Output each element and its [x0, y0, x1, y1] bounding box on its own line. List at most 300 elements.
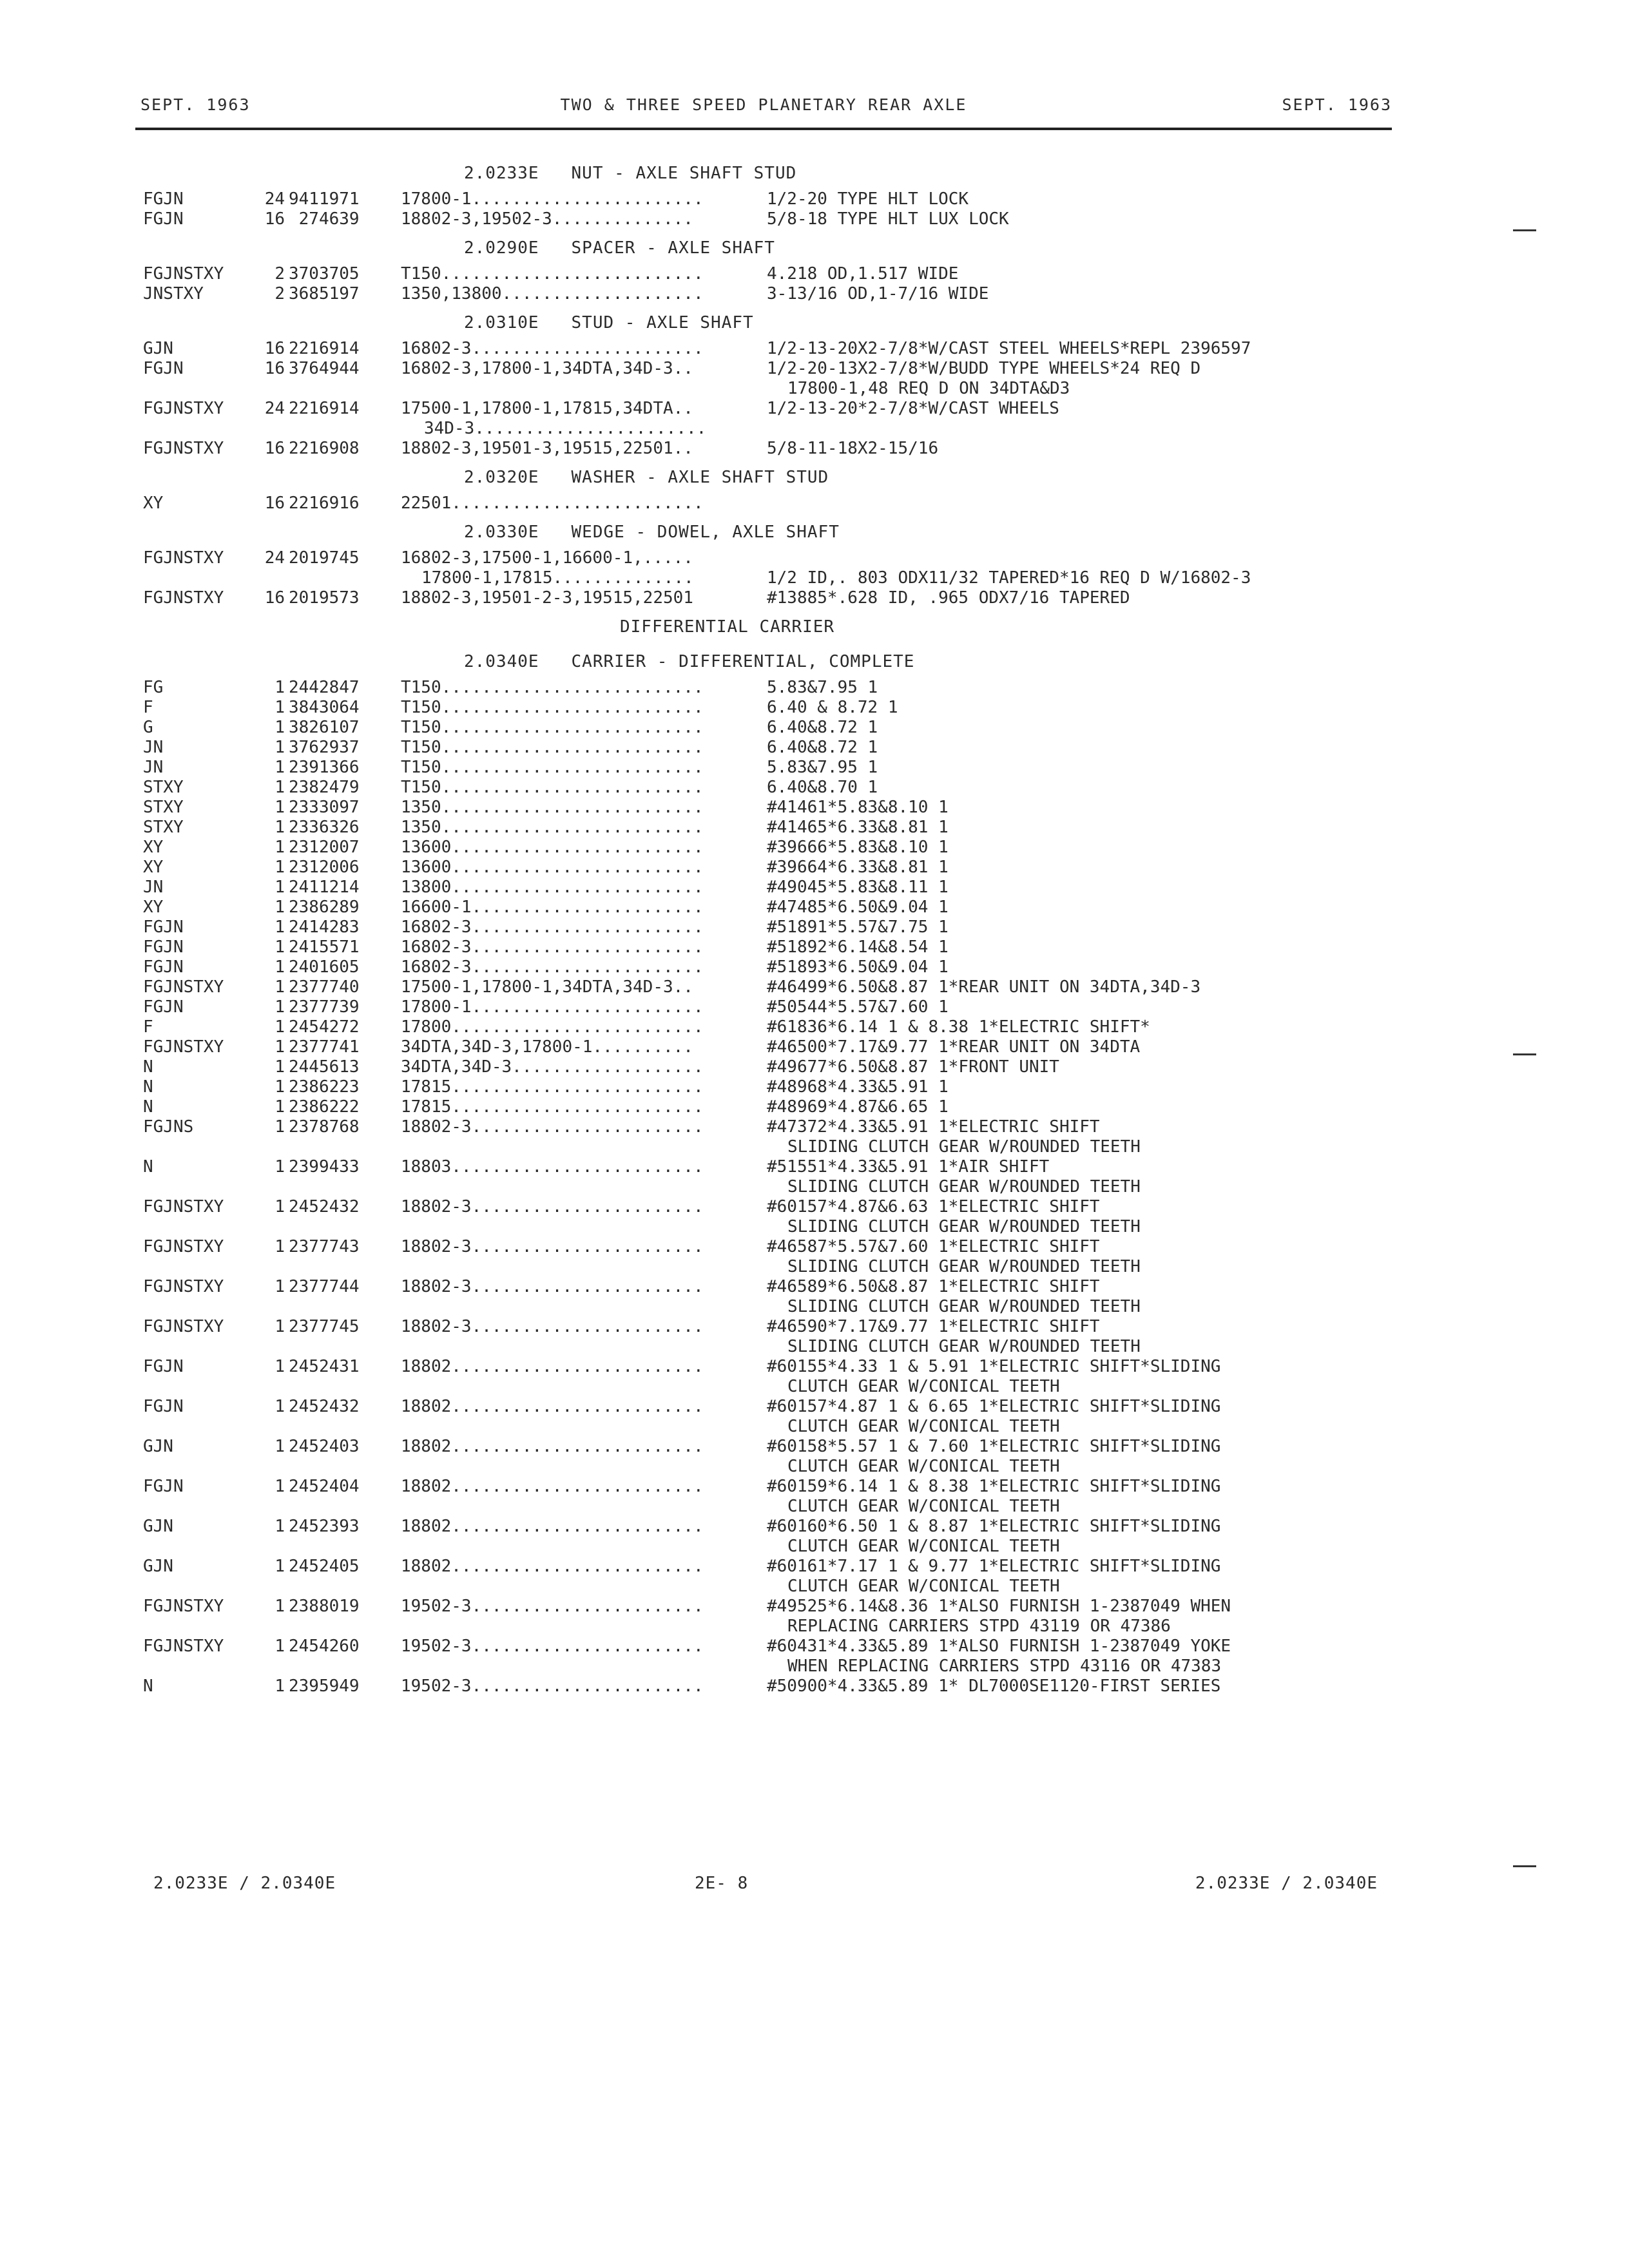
list-item [143, 898, 1393, 918]
part-number: 2377743 [289, 1237, 360, 1256]
list-item-continuation [143, 1217, 1393, 1237]
quantity: 1 [275, 1017, 285, 1037]
part-number: 2452431 [289, 1357, 360, 1376]
list-item [143, 957, 1393, 977]
list-item [143, 1197, 1393, 1217]
part-number: 2386222 [289, 1097, 360, 1117]
usage: 1350,13800.................... [401, 284, 704, 303]
description: #50900*4.33&5.89 1* DL7000SE1120-FIRST SERIES [767, 1677, 1221, 1696]
models-code: JN [143, 758, 164, 777]
models-code: FGJNSTXY [143, 439, 224, 458]
header-title: TWO & THREE SPEED PLANETARY REAR AXLE [560, 95, 967, 114]
description: #51893*6.50&9.04 1 [767, 957, 949, 977]
models-code: STXY [143, 778, 184, 797]
list-item [143, 977, 1393, 997]
list-item [143, 264, 1393, 284]
usage: 1350.......................... [401, 818, 704, 837]
section-heading: 2.0320E WASHER - AXLE SHAFT STUD [464, 468, 829, 487]
usage: T150.......................... [401, 738, 704, 757]
usage: 18802-3....................... [401, 1277, 704, 1296]
header-date-left: SEPT. 1963 [140, 95, 251, 114]
margin-mark [1513, 229, 1536, 231]
list-item [143, 588, 1393, 608]
description: 6.40&8.72 1 [767, 718, 878, 737]
list-item [143, 718, 1393, 738]
part-number: 2399433 [289, 1157, 360, 1177]
usage: 17800-1,17815.............. [421, 568, 694, 588]
models-code: JN [143, 738, 164, 757]
quantity: 1 [275, 798, 285, 817]
list-item [143, 1277, 1393, 1297]
part-number: 2411214 [289, 878, 360, 897]
quantity: 1 [275, 1157, 285, 1177]
models-code: FGJNSTXY [143, 399, 224, 418]
description: #49525*6.14&8.36 1*ALSO FURNISH 1-2387049 WHEN [767, 1597, 1231, 1616]
list-item [143, 918, 1393, 937]
section-heading: 2.0340E CARRIER - DIFFERENTIAL, COMPLETE [464, 652, 915, 671]
list-item-continuation [143, 379, 1393, 399]
part-number: 2377739 [289, 997, 360, 1017]
list-item [143, 1017, 1393, 1037]
description: #46499*6.50&8.87 1*REAR UNIT ON 34DTA,34D-3 [767, 977, 1201, 997]
part-number: 2452432 [289, 1397, 360, 1416]
list-item [143, 1517, 1393, 1537]
list-item-continuation [143, 419, 1393, 439]
models-code: FGJN [143, 957, 184, 977]
description: #47372*4.33&5.91 1*ELECTRIC SHIFT [767, 1117, 1100, 1137]
models-code: STXY [143, 798, 184, 817]
models-code: GJN [143, 339, 173, 358]
list-item [143, 548, 1393, 568]
usage: 19502-3....................... [401, 1637, 704, 1656]
description: #48968*4.33&5.91 1 [767, 1077, 949, 1097]
usage: T150.......................... [401, 698, 704, 717]
list-item-continuation [143, 1257, 1393, 1277]
models-code: G [143, 718, 153, 737]
usage: T150.......................... [401, 678, 704, 697]
part-number: 2415571 [289, 937, 360, 957]
header-date-right: SEPT. 1963 [1282, 95, 1392, 114]
models-code: FGJN [143, 209, 184, 229]
list-item [143, 818, 1393, 838]
list-item-continuation [143, 1577, 1393, 1597]
quantity: 1 [275, 1237, 285, 1256]
part-number: 2386289 [289, 898, 360, 917]
description: WHEN REPLACING CARRIERS STPD 43116 OR 47383 [787, 1657, 1222, 1676]
models-code: N [143, 1157, 153, 1177]
part-number: 3685197 [289, 284, 360, 303]
models-code: STXY [143, 818, 184, 837]
part-number: 2377741 [289, 1037, 360, 1057]
description: #46587*5.57&7.60 1*ELECTRIC SHIFT [767, 1237, 1100, 1256]
description: #41465*6.33&8.81 1 [767, 818, 949, 837]
footer-page-number: 2E- 8 [695, 1874, 749, 1893]
footer-range-right: 2.0233E / 2.0340E [1195, 1874, 1378, 1893]
list-item [143, 878, 1393, 898]
description: #50544*5.57&7.60 1 [767, 997, 949, 1017]
description: CLUTCH GEAR W/CONICAL TEETH [787, 1417, 1060, 1436]
quantity: 1 [275, 1117, 285, 1137]
models-code: XY [143, 838, 164, 857]
quantity: 1 [275, 1557, 285, 1576]
part-number: 3762937 [289, 738, 360, 757]
list-item [143, 1437, 1393, 1457]
list-item-continuation [143, 1417, 1393, 1437]
list-item [143, 189, 1393, 209]
description: SLIDING CLUTCH GEAR W/ROUNDED TEETH [787, 1297, 1141, 1316]
models-code: FGJNSTXY [143, 1197, 224, 1216]
models-code: GJN [143, 1437, 173, 1456]
description: 1/2-20-13X2-7/8*W/BUDD TYPE WHEELS*24 REQ D [767, 359, 1201, 378]
part-number: 2391366 [289, 758, 360, 777]
quantity: 1 [275, 838, 285, 857]
models-code: N [143, 1057, 153, 1077]
usage: 17800......................... [401, 1017, 704, 1037]
models-code: FGJNSTXY [143, 1237, 224, 1256]
usage: 18802......................... [401, 1517, 704, 1536]
description: #60157*4.87 1 & 6.65 1*ELECTRIC SHIFT*SLIDING [767, 1397, 1221, 1416]
description: SLIDING CLUTCH GEAR W/ROUNDED TEETH [787, 1137, 1141, 1157]
quantity: 1 [275, 1057, 285, 1077]
list-item [143, 1557, 1393, 1577]
quantity: 1 [275, 918, 285, 937]
quantity: 1 [275, 678, 285, 697]
part-number: 2395949 [289, 1677, 360, 1696]
list-item [143, 678, 1393, 698]
usage: 22501......................... [401, 494, 704, 513]
description: 3-13/16 OD,1-7/16 WIDE [767, 284, 989, 303]
usage: 34DTA,34D-3,17800-1.......... [401, 1037, 693, 1057]
list-item-continuation [143, 1617, 1393, 1637]
description: #51892*6.14&8.54 1 [767, 937, 949, 957]
usage: 18802-3,19501-2-3,19515,22501 [401, 588, 693, 608]
description: 5/8-11-18X2-15/16 [767, 439, 939, 458]
usage: T150.......................... [401, 264, 704, 284]
part-number: 2452403 [289, 1437, 360, 1456]
list-item-continuation [143, 1377, 1393, 1397]
part-number: 2452393 [289, 1517, 360, 1536]
list-item [143, 399, 1393, 419]
section-heading: 2.0330E WEDGE - DOWEL, AXLE SHAFT [464, 523, 840, 542]
quantity: 1 [275, 1597, 285, 1616]
description: #13885*.628 ID, .965 ODX7/16 TAPERED [767, 588, 1130, 608]
list-item-continuation [143, 1297, 1393, 1317]
list-item [143, 1237, 1393, 1257]
usage: 16802-3,17800-1,34DTA,34D-3.. [401, 359, 693, 378]
quantity: 1 [275, 818, 285, 837]
usage: 17800-1....................... [401, 997, 704, 1017]
models-code: FGJN [143, 359, 184, 378]
list-item [143, 838, 1393, 858]
part-number: 2386223 [289, 1077, 360, 1097]
models-code: FGJNSTXY [143, 1277, 224, 1296]
usage: 17815......................... [401, 1077, 704, 1097]
models-code: FGJN [143, 1397, 184, 1416]
quantity: 24 [264, 189, 285, 209]
models-code: FGJNSTXY [143, 1037, 224, 1057]
description: 1/2-20 TYPE HLT LOCK [767, 189, 969, 209]
usage: 16802-3....................... [401, 937, 704, 957]
quantity: 1 [275, 898, 285, 917]
header-rule [135, 128, 1392, 130]
usage: 17800-1....................... [401, 189, 704, 209]
description: CLUTCH GEAR W/CONICAL TEETH [787, 1577, 1060, 1596]
usage: 16802-3....................... [401, 918, 704, 937]
quantity: 24 [264, 399, 285, 418]
quantity: 1 [275, 1317, 285, 1336]
part-number: 2312007 [289, 838, 360, 857]
description: 6.40&8.70 1 [767, 778, 878, 797]
margin-mark [1513, 1865, 1536, 1867]
part-number: 3764944 [289, 359, 360, 378]
section-heading: DIFFERENTIAL CARRIER [620, 617, 835, 637]
models-code: N [143, 1077, 153, 1097]
list-item-continuation [143, 1657, 1393, 1677]
description: #60160*6.50 1 & 8.87 1*ELECTRIC SHIFT*SLIDING [767, 1517, 1221, 1536]
usage: 17500-1,17800-1,34DTA,34D-3.. [401, 977, 693, 997]
page-header [135, 95, 1392, 121]
part-number: 2377744 [289, 1277, 360, 1296]
description: 17800-1,48 REQ D ON 34DTA&D3 [787, 379, 1070, 398]
part-number: 2216916 [289, 494, 360, 513]
quantity: 1 [275, 1477, 285, 1496]
usage: 13600......................... [401, 858, 704, 877]
models-code: FGJN [143, 189, 184, 209]
list-item [143, 1317, 1393, 1337]
models-code: FGJN [143, 997, 184, 1017]
part-number: 274639 [289, 209, 360, 229]
description: #60157*4.87&6.63 1*ELECTRIC SHIFT [767, 1197, 1100, 1216]
models-code: FGJN [143, 1477, 184, 1496]
list-item [143, 494, 1393, 514]
description: CLUTCH GEAR W/CONICAL TEETH [787, 1377, 1060, 1396]
list-item-continuation [143, 1457, 1393, 1477]
models-code: GJN [143, 1557, 173, 1576]
models-code: FGJN [143, 937, 184, 957]
list-item-continuation [143, 1497, 1393, 1517]
quantity: 16 [264, 588, 285, 608]
quantity: 1 [275, 1637, 285, 1656]
list-item-continuation [143, 1337, 1393, 1357]
part-number: 2333097 [289, 798, 360, 817]
usage: 18802......................... [401, 1357, 704, 1376]
quantity: 1 [275, 1517, 285, 1536]
list-item [143, 209, 1393, 229]
usage: 34D-3....................... [424, 419, 707, 438]
description: REPLACING CARRIERS STPD 43119 OR 47386 [787, 1617, 1171, 1636]
description: #46590*7.17&9.77 1*ELECTRIC SHIFT [767, 1317, 1100, 1336]
list-item [143, 758, 1393, 778]
part-number: 2445613 [289, 1057, 360, 1077]
list-item [143, 937, 1393, 957]
models-code: F [143, 698, 153, 717]
description: SLIDING CLUTCH GEAR W/ROUNDED TEETH [787, 1337, 1141, 1356]
part-number: 2378768 [289, 1117, 360, 1137]
quantity: 16 [264, 359, 285, 378]
description: CLUTCH GEAR W/CONICAL TEETH [787, 1537, 1060, 1556]
description: 6.40 & 8.72 1 [767, 698, 898, 717]
description: 5/8-18 TYPE HLT LUX LOCK [767, 209, 1009, 229]
description: 1/2 ID,. 803 ODX11/32 TAPERED*16 REQ D W/16802-3 [767, 568, 1251, 588]
models-code: FGJN [143, 1357, 184, 1376]
page-footer [153, 1874, 1378, 1897]
list-item [143, 1097, 1393, 1117]
models-code: FGJN [143, 918, 184, 937]
quantity: 1 [275, 977, 285, 997]
models-code: FG [143, 678, 164, 697]
description: #49045*5.83&8.11 1 [767, 878, 949, 897]
quantity: 1 [275, 858, 285, 877]
quantity: 1 [275, 937, 285, 957]
description: #49677*6.50&8.87 1*FRONT UNIT [767, 1057, 1059, 1077]
part-number: 3703705 [289, 264, 360, 284]
part-number: 2216914 [289, 339, 360, 358]
part-number: 2377740 [289, 977, 360, 997]
usage: T150.......................... [401, 718, 704, 737]
quantity: 1 [275, 1677, 285, 1696]
list-item [143, 284, 1393, 304]
usage: 16802-3....................... [401, 339, 704, 358]
quantity: 16 [264, 209, 285, 229]
part-number: 2388019 [289, 1597, 360, 1616]
usage: 18802-3....................... [401, 1237, 704, 1256]
part-number: 2452405 [289, 1557, 360, 1576]
models-code: FGJNSTXY [143, 588, 224, 608]
part-number: 2452404 [289, 1477, 360, 1496]
usage: 19502-3....................... [401, 1597, 704, 1616]
models-code: JNSTXY [143, 284, 204, 303]
quantity: 1 [275, 1077, 285, 1097]
description: 5.83&7.95 1 [767, 758, 878, 777]
models-code: FGJNSTXY [143, 1597, 224, 1616]
quantity: 1 [275, 698, 285, 717]
part-number: 2019573 [289, 588, 360, 608]
list-item [143, 1077, 1393, 1097]
quantity: 16 [264, 439, 285, 458]
part-number: 3826107 [289, 718, 360, 737]
usage: 1350.......................... [401, 798, 704, 817]
usage: 18802......................... [401, 1557, 704, 1576]
models-code: FGJNSTXY [143, 548, 224, 568]
models-code: N [143, 1097, 153, 1117]
models-code: FGJNSTXY [143, 977, 224, 997]
part-number: 2442847 [289, 678, 360, 697]
description: #60159*6.14 1 & 8.38 1*ELECTRIC SHIFT*SLIDING [767, 1477, 1221, 1496]
footer-range-left: 2.0233E / 2.0340E [153, 1874, 336, 1893]
models-code: N [143, 1677, 153, 1696]
usage: 13800......................... [401, 878, 704, 897]
description: #47485*6.50&9.04 1 [767, 898, 949, 917]
description: #46500*7.17&9.77 1*REAR UNIT ON 34DTA [767, 1037, 1141, 1057]
usage: 18802-3....................... [401, 1117, 704, 1137]
usage: T150.......................... [401, 758, 704, 777]
usage: 18803......................... [401, 1157, 704, 1177]
list-item [143, 997, 1393, 1017]
description: SLIDING CLUTCH GEAR W/ROUNDED TEETH [787, 1257, 1141, 1276]
models-code: JN [143, 878, 164, 897]
description: SLIDING CLUTCH GEAR W/ROUNDED TEETH [787, 1217, 1141, 1236]
usage: 13600......................... [401, 838, 704, 857]
description: #39664*6.33&8.81 1 [767, 858, 949, 877]
part-number: 2019745 [289, 548, 360, 568]
quantity: 1 [275, 1037, 285, 1057]
models-code: XY [143, 494, 164, 513]
description: SLIDING CLUTCH GEAR W/ROUNDED TEETH [787, 1177, 1141, 1196]
description: #60158*5.57 1 & 7.60 1*ELECTRIC SHIFT*SLIDING [767, 1437, 1221, 1456]
list-item [143, 698, 1393, 718]
usage: 16802-3....................... [401, 957, 704, 977]
quantity: 1 [275, 1437, 285, 1456]
list-item [143, 1677, 1393, 1696]
usage: 18802-3,19502-3.............. [401, 209, 693, 229]
list-item [143, 738, 1393, 758]
description: CLUTCH GEAR W/CONICAL TEETH [787, 1497, 1060, 1516]
part-number: 2216914 [289, 399, 360, 418]
usage: T150.......................... [401, 778, 704, 797]
part-number: 2454260 [289, 1637, 360, 1656]
description: #48969*4.87&6.65 1 [767, 1097, 949, 1117]
list-item [143, 858, 1393, 878]
list-item [143, 798, 1393, 818]
list-item [143, 1057, 1393, 1077]
list-item-continuation [143, 1537, 1393, 1557]
list-item [143, 1637, 1393, 1657]
usage: 17500-1,17800-1,17815,34DTA.. [401, 399, 693, 418]
quantity: 1 [275, 778, 285, 797]
quantity: 16 [264, 494, 285, 513]
list-item [143, 778, 1393, 798]
usage: 34DTA,34D-3................... [401, 1057, 704, 1077]
quantity: 1 [275, 718, 285, 737]
models-code: FGJNSTXY [143, 1637, 224, 1656]
description: #60431*4.33&5.89 1*ALSO FURNISH 1-2387049 YOKE [767, 1637, 1231, 1656]
list-item [143, 359, 1393, 379]
part-number: 2336326 [289, 818, 360, 837]
part-number: 9411971 [289, 189, 360, 209]
quantity: 1 [275, 1397, 285, 1416]
list-item [143, 1597, 1393, 1617]
quantity: 16 [264, 339, 285, 358]
quantity: 2 [275, 264, 285, 284]
models-code: FGJNS [143, 1117, 194, 1137]
quantity: 24 [264, 548, 285, 568]
models-code: GJN [143, 1517, 173, 1536]
models-code: F [143, 1017, 153, 1037]
quantity: 1 [275, 738, 285, 757]
usage: 19502-3....................... [401, 1677, 704, 1696]
quantity: 1 [275, 997, 285, 1017]
description: #41461*5.83&8.10 1 [767, 798, 949, 817]
description: CLUTCH GEAR W/CONICAL TEETH [787, 1457, 1060, 1476]
part-number: 2454272 [289, 1017, 360, 1037]
list-item-continuation [143, 1137, 1393, 1157]
description: #60155*4.33 1 & 5.91 1*ELECTRIC SHIFT*SLIDING [767, 1357, 1221, 1376]
part-number: 3843064 [289, 698, 360, 717]
description: #60161*7.17 1 & 9.77 1*ELECTRIC SHIFT*SLIDING [767, 1557, 1221, 1576]
usage: 16802-3,17500-1,16600-1,..... [401, 548, 693, 568]
section-heading: 2.0310E STUD - AXLE SHAFT [464, 313, 754, 332]
list-item [143, 1157, 1393, 1177]
list-item-continuation [143, 1177, 1393, 1197]
section-heading: 2.0233E NUT - AXLE SHAFT STUD [464, 164, 797, 183]
list-item [143, 1037, 1393, 1057]
description: 1/2-13-20*2-7/8*W/CAST WHEELS [767, 399, 1059, 418]
description: 5.83&7.95 1 [767, 678, 878, 697]
list-item [143, 1357, 1393, 1377]
quantity: 1 [275, 878, 285, 897]
usage: 18802-3,19501-3,19515,22501.. [401, 439, 693, 458]
list-item [143, 1397, 1393, 1417]
